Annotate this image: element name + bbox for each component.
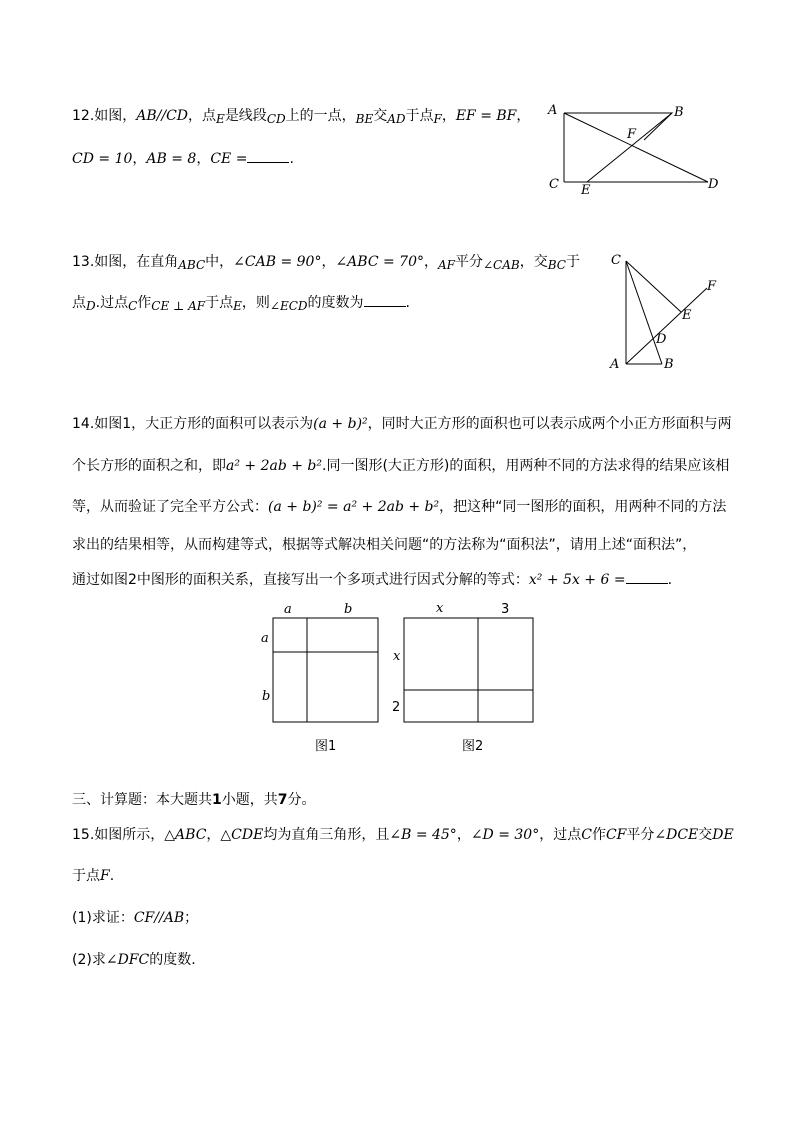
q15-text: 均为直角三角形，且 <box>263 827 390 843</box>
q15-text: ； <box>184 910 199 926</box>
q12-math: CE = <box>210 151 248 167</box>
q14-text: 等，从而验证了完全平方公式： <box>72 499 268 515</box>
q13-line-1 <box>72 252 580 275</box>
section-count: 1 <box>212 792 222 808</box>
q15-text: ， <box>456 827 471 843</box>
q14-text: ，把这种“同一图形的面积，用两种不同的方法 <box>439 499 727 515</box>
q12-math: E <box>216 112 225 126</box>
q12-text: ， <box>196 151 211 167</box>
q15-text: ， <box>206 827 221 843</box>
q13-math: C <box>128 299 138 313</box>
q13-line-2 <box>72 292 410 316</box>
section-points: 7 <box>277 792 288 808</box>
q13-math: ∠ABC = 70° <box>335 254 424 270</box>
q13-text: 中， <box>205 254 234 270</box>
q12-line-1 <box>72 106 530 129</box>
q12-line-2 <box>72 148 294 169</box>
fig2-left-x: x <box>393 649 401 664</box>
q12-math: F <box>433 112 442 126</box>
q15-line-2 <box>72 866 114 886</box>
fig2-top-x: x <box>436 601 444 616</box>
label-B: B <box>674 105 684 120</box>
answer-blank[interactable] <box>626 569 668 584</box>
q15-math: CF <box>605 827 627 843</box>
q15-text: 15.如图所示， <box>72 827 165 843</box>
q15-text: 作 <box>591 827 606 843</box>
q12-figure <box>540 98 730 198</box>
q13-math: ∠ECD <box>269 299 308 313</box>
q15-part-2 <box>72 950 196 970</box>
q15-math: ∠DCE <box>654 827 699 843</box>
q12-text: 上的一点， <box>285 108 356 124</box>
q14-line-3 <box>72 497 726 517</box>
q15-math: △ABC <box>164 827 207 843</box>
q12-math: BE <box>355 112 374 126</box>
fig2-left-2: 2 <box>392 700 401 715</box>
q14-line-4 <box>72 535 696 555</box>
q12-math: AB = 8 <box>146 151 197 167</box>
q13-text: ， <box>321 254 336 270</box>
section-heading <box>72 790 316 810</box>
q12-math: AD <box>387 112 406 126</box>
label-F: F <box>627 127 637 142</box>
q12-text: 是线段 <box>224 108 267 124</box>
q14-text: 通过如图2中图形的面积关系，直接写出一个多项式进行因式分解的等式： <box>72 572 529 588</box>
q13-math: BC <box>547 258 566 272</box>
label-F: F <box>707 279 717 294</box>
q14-line-5 <box>72 569 672 590</box>
q13-math: CE ⊥ AF <box>151 299 206 313</box>
q13-text: 平分 <box>455 254 483 270</box>
q12-text: ，点 <box>188 108 217 124</box>
label-A: A <box>548 103 558 118</box>
label-D: D <box>708 177 719 192</box>
q15-text: 于点 <box>72 868 100 884</box>
q15-text: 交 <box>698 827 713 843</box>
q13-text: 13.如图，在直角 <box>72 254 179 270</box>
q15-part-1 <box>72 908 198 928</box>
q15-text: (1)求证： <box>72 910 134 926</box>
q12-math: EF = BF <box>455 108 517 124</box>
q15-math: ∠DFC <box>105 952 150 968</box>
section-text: 小题，共 <box>221 792 278 808</box>
fig2-top-3: 3 <box>501 602 510 617</box>
q12-text: 12.如图， <box>72 108 137 124</box>
q13-text: ， <box>424 254 438 270</box>
answer-blank[interactable] <box>364 292 406 307</box>
q14-text: .同一图形(大正方形)的面积，用两种不同的方法求得的结果应该相 <box>322 458 730 474</box>
q13-math: AF <box>438 258 455 272</box>
fig1-top-b: b <box>344 602 353 617</box>
q13-text: .过点 <box>95 295 129 311</box>
q14-math: (a + b)² = a² + 2ab + b² <box>268 499 440 515</box>
q13-text: 于点 <box>205 295 234 311</box>
q13-figure <box>600 248 730 373</box>
q15-math: F <box>100 868 110 884</box>
q14-math: x² + 5x + 6 = <box>528 572 626 588</box>
label-E: E <box>682 308 692 323</box>
q13-text: . <box>405 295 410 311</box>
q13-text: ，则 <box>241 295 270 311</box>
answer-blank[interactable] <box>247 148 289 163</box>
fig1-left-b: b <box>262 689 271 704</box>
q13-text: 于 <box>565 254 580 270</box>
q12-text: ， <box>516 108 531 124</box>
q13-math: ∠CAB = 90° <box>233 254 322 270</box>
q14-text: 个长方形的面积之和，即 <box>72 458 226 474</box>
q13-math: ∠CAB <box>483 258 520 272</box>
q12-math: CD = 10 <box>72 151 133 167</box>
label-D: D <box>656 332 667 347</box>
q15-math: DE <box>712 827 734 843</box>
q12-text: ， <box>132 151 147 167</box>
q14-text: 14.如图1，大正方形的面积可以表示为 <box>72 416 314 432</box>
q13-text: ，交 <box>519 254 548 270</box>
label-C: C <box>611 253 621 268</box>
q12-text: 交 <box>373 108 388 124</box>
q13-text: 的度数为 <box>307 295 364 311</box>
q12-math: CD <box>266 112 286 126</box>
q13-math: ABC <box>178 258 206 272</box>
q13-math: D <box>86 299 96 313</box>
q12-math: AB//CD <box>136 108 189 124</box>
q12-text: ， <box>441 108 456 124</box>
q14-figure-2 <box>388 598 543 760</box>
q14-line-1 <box>72 414 732 434</box>
fig1-left-a: a <box>261 631 269 646</box>
label-C: C <box>549 177 559 192</box>
fig1-top-a: a <box>284 602 292 617</box>
label-B: B <box>664 357 674 372</box>
q15-text: (2)求 <box>72 952 106 968</box>
fig1-caption: 图1 <box>315 739 337 754</box>
q13-text: 作 <box>137 295 152 311</box>
q12-text: 于点 <box>405 108 434 124</box>
q12-text: . <box>289 151 294 167</box>
q15-math: ∠D = 30° <box>470 827 540 843</box>
q14-text: ，同时大正方形的面积也可以表示成两个小正方形面积与两 <box>367 416 732 432</box>
q15-math: ∠B = 45° <box>389 827 457 843</box>
q14-math: (a + b)² <box>313 416 368 432</box>
q13-text: 点 <box>72 295 86 311</box>
q15-math: △CDE <box>220 827 264 843</box>
q14-line-2 <box>72 456 729 476</box>
q15-text: 的度数. <box>149 952 196 968</box>
label-A: A <box>610 357 620 372</box>
fig2-caption: 图2 <box>462 739 484 754</box>
q15-text: 平分 <box>626 827 655 843</box>
q15-math: C <box>581 827 592 843</box>
q14-text: 求出的结果相等，从而构建等式，根据等式解决相关问题“的方法称为“面积法”，请用上述“面积法”， <box>72 537 697 553</box>
q14-figure-1 <box>255 598 390 760</box>
q15-text: . <box>109 868 115 884</box>
q15-math: CF//AB <box>133 910 185 926</box>
q13-math: E <box>233 299 242 313</box>
q15-line-1 <box>72 825 734 845</box>
label-E: E <box>581 183 591 198</box>
section-text: 分。 <box>287 792 316 808</box>
q14-math: a² + 2ab + b² <box>226 458 323 474</box>
q14-text: . <box>667 572 673 588</box>
q15-text: ，过点 <box>539 827 582 843</box>
section-text: 三、计算题：本大题共 <box>72 792 212 808</box>
